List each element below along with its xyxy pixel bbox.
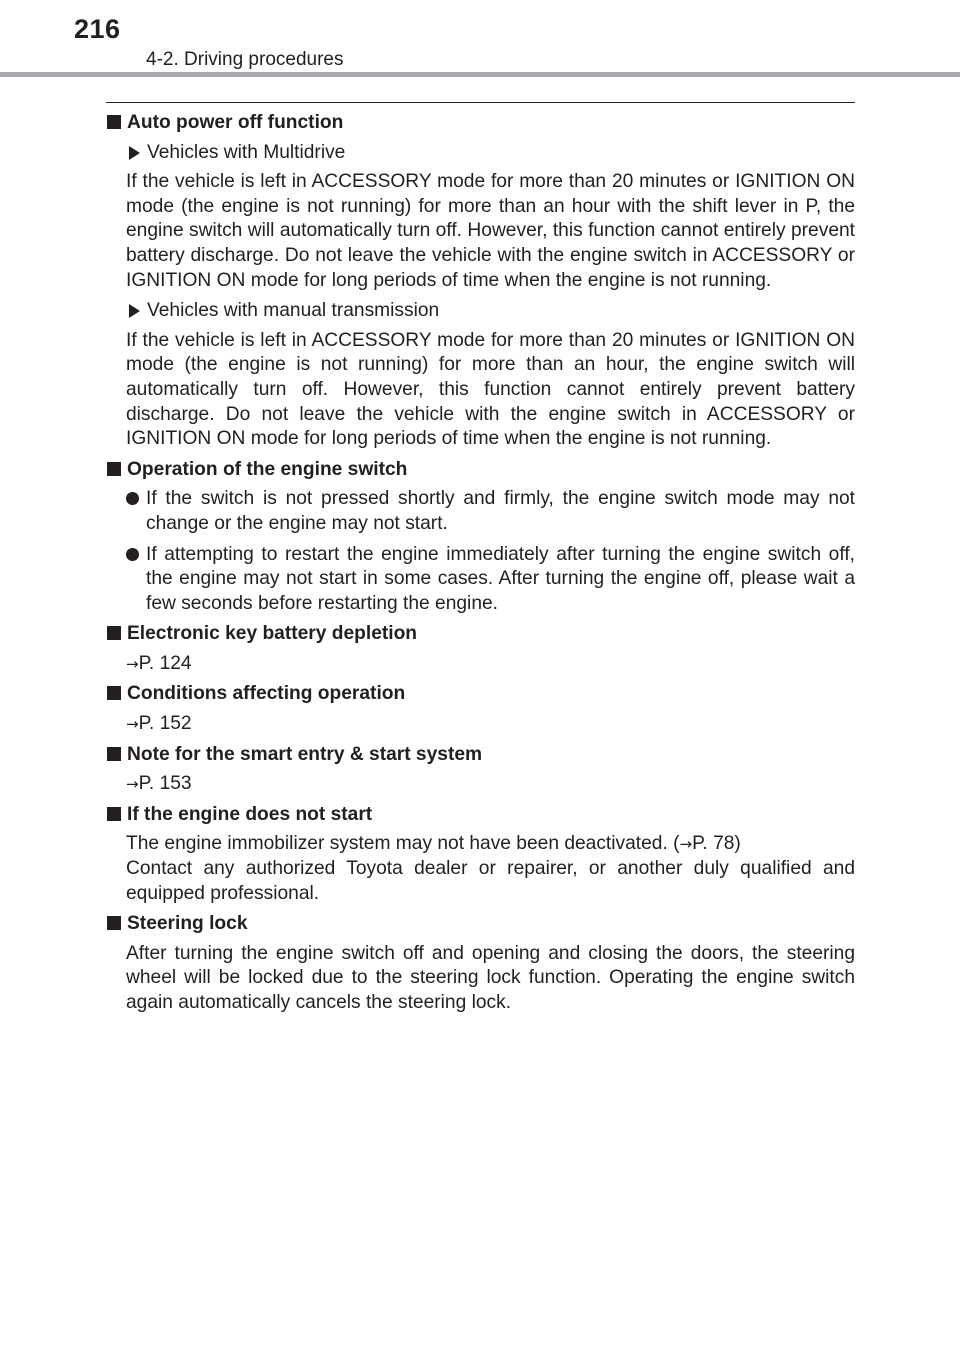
page-reference-link[interactable]: P. 78 [692,833,735,855]
page-reference-link[interactable] [126,772,855,797]
circle-bullet-icon [126,487,146,536]
section-body [126,141,855,452]
header-rule [0,72,960,77]
page-reference-link[interactable] [126,652,855,677]
square-bullet-icon [107,807,121,821]
reference-text: P. 152 [138,713,192,735]
reference-text: P. 153 [138,773,192,795]
section-heading [106,743,855,768]
heading-text: Steering lock [127,913,248,935]
section-body [126,487,855,616]
square-bullet-icon [107,747,121,761]
heading-text: Auto power off function [127,112,344,133]
section-smart-entry [106,743,855,797]
paragraph-contact-dealer: Contact any authorized Toyota dealer or repairer, or another duly qualified and equipped professional. [126,858,855,904]
list-item [126,487,855,536]
square-bullet-icon [107,115,121,129]
section-heading [106,912,855,937]
section-title: 4-2. Driving procedures [146,49,344,70]
page-number: 216 [74,14,121,44]
sub-heading-text: Vehicles with Multidrive [147,141,346,163]
section-heading [106,458,855,483]
section-heading [106,111,855,136]
square-bullet-icon [107,462,121,476]
manual-content [106,111,855,1022]
list-item-text: If the switch is not pressed shortly and firmly, the engine switch mode may not change or the engine may not start. [146,488,855,534]
paragraph-manual: If the vehicle is left in ACCESSORY mode for more than 20 minutes or IGNITION ON mode (the engine is not running) for more than an hour, the engine switch will automatically turn off. However, this function cannot entirely prevent battery discharge. Do not leave the vehicle with the engine switch in ACCESSORY or IGNITION ON mode for long periods of time when the engine is not running. [126,329,855,450]
list-item [126,543,855,617]
section-body [126,942,855,1016]
triangle-right-icon [129,304,140,318]
sub-heading-multidrive [126,141,855,166]
heading-text: Conditions affecting operation [127,683,406,705]
square-bullet-icon [107,626,121,640]
circle-bullet-icon [126,543,146,617]
heading-text: If the engine does not start [127,803,373,825]
sub-heading-manual [126,299,855,324]
content-top-rule [106,102,855,103]
triangle-right-icon [129,146,140,160]
heading-text: Electronic key battery depletion [127,623,418,645]
text: ) [734,833,741,855]
section-auto-power-off [106,111,855,452]
arrow-right-icon: → [126,715,139,734]
square-bullet-icon [107,916,121,930]
page-header [0,0,960,82]
paragraph-steering-lock: After turning the engine switch off and opening and closing the doors, the steering wheel will be locked due to the steering lock function. Operating the engine switch again automatically cancels the steering lock. [126,942,855,1013]
heading-text: Operation of the engine switch [127,458,408,480]
section-steering-lock [106,912,855,1015]
section-heading [106,803,855,828]
arrow-right-icon: → [126,775,139,794]
section-engine-switch [106,458,855,617]
section-body [126,832,855,906]
paragraph-multidrive: If the vehicle is left in ACCESSORY mode for more than 20 minutes or IGNITION ON mode (the engine is not running) for more than an hour with the shift lever in P, the engine switch will automatically turn off. However, this function cannot entirely prevent battery discharge. Do not leave the vehicle with the engine switch in ACCESSORY or IGNITION ON mode for long periods of time when the engine is not running. [126,171,855,291]
section-engine-not-start [106,803,855,906]
section-heading [106,682,855,707]
arrow-right-icon: → [679,835,693,854]
page-reference-link[interactable] [126,712,855,737]
section-key-battery [106,622,855,676]
arrow-right-icon: → [126,654,139,673]
section-heading [106,622,855,647]
text: The engine immobilizer system may not have been deactivated. ( [126,833,680,855]
sub-heading-text: Vehicles with manual transmission [147,300,440,322]
reference-text: P. 124 [138,652,192,674]
section-conditions [106,682,855,736]
list-item-text: If attempting to restart the engine immediately after turning the engine switch off, the engine may not start in some cases. After turning the engine off, please wait a few seconds before restarting the engine. [146,543,855,614]
square-bullet-icon [107,686,121,700]
heading-text: Note for the smart entry & start system [127,743,483,765]
paragraph-immobilizer [126,832,855,857]
